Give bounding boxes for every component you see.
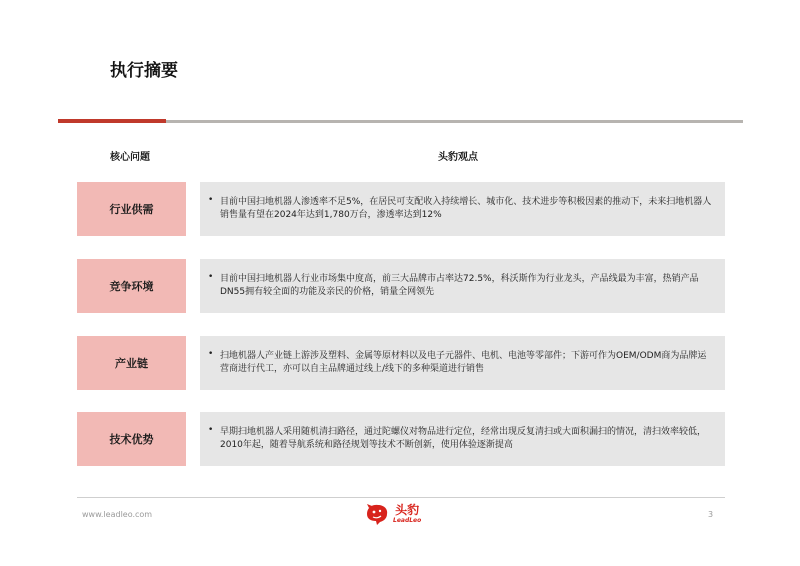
row-content-text: 目前中国扫地机器人渗透率不足5%，在居民可支配收入持续增长、城市化、技术进步等积极因素的推动下，未来扫地机器人销售量有望在2024年达到1,780万台，渗透率达到12% bbox=[220, 197, 712, 220]
page-title: 执行摘要 bbox=[110, 61, 178, 81]
leopard-head-icon bbox=[364, 502, 390, 526]
logo-english-text: LeadLeo bbox=[393, 517, 422, 524]
row-label-text: 技术优势 bbox=[109, 433, 154, 446]
footer-divider bbox=[77, 497, 725, 498]
row-content-industry-chain bbox=[200, 336, 725, 390]
row-content-competition bbox=[200, 259, 725, 313]
bullet-dot: • bbox=[208, 195, 214, 205]
row-content-text: 扫地机器人产业链上游涉及塑料、金属等原材料以及电子元器件、电机、电池等零部件；下游可作为OEM/ODM商为品牌运营商进行代工，亦可以自主品牌通过线上/线下的多种渠道进行销售 bbox=[220, 351, 707, 374]
row-label-text: 产业链 bbox=[115, 357, 148, 370]
column-header-core-issues: 核心问题 bbox=[110, 152, 150, 163]
bullet-dot: • bbox=[208, 272, 214, 282]
logo-chinese-text: 头豹 bbox=[395, 503, 420, 517]
title-divider-rule bbox=[166, 120, 743, 123]
column-header-leadleo-view: 头豹观点 bbox=[438, 152, 478, 163]
row-label-tech-advantage bbox=[77, 412, 186, 466]
footer-website: www.leadleo.com bbox=[82, 510, 153, 519]
bullet-dot: • bbox=[208, 349, 214, 359]
row-content-text: 目前中国扫地机器人行业市场集中度高，前三大品牌市占率达72.5%，科沃斯作为行业龙头，产品线最为丰富，热销产品DN55拥有较全面的功能及亲民的价格，销量全网领先 bbox=[220, 274, 699, 297]
row-content-tech-advantage bbox=[200, 412, 725, 466]
row-label-competition bbox=[77, 259, 186, 313]
leadleo-logo bbox=[364, 502, 421, 526]
row-label-text: 行业供需 bbox=[109, 203, 154, 216]
row-label-text: 竞争环境 bbox=[109, 280, 154, 293]
bullet-dot: • bbox=[208, 425, 214, 435]
title-accent-rule bbox=[58, 119, 166, 123]
row-content-industry-supply-demand bbox=[200, 182, 725, 236]
row-label-industry-chain bbox=[77, 336, 186, 390]
row-label-industry-supply-demand bbox=[77, 182, 186, 236]
row-content-text: 早期扫地机器人采用随机清扫路径，通过陀螺仪对物品进行定位，经常出现反复清扫或大面积漏扫的情况，清扫效率较低，2010年起，随着导航系统和路径规划等技术不断创新，使用体验逐渐提高 bbox=[220, 427, 707, 450]
page-number: 3 bbox=[708, 510, 714, 519]
